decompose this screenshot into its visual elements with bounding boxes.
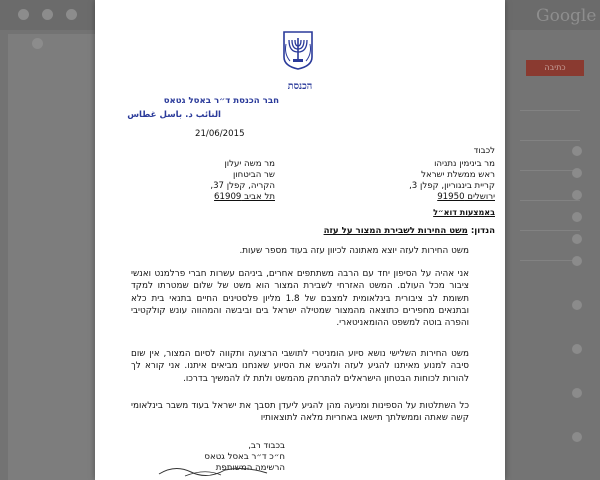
member-title-hebrew: חבר הכנסת ד״ר באסל גטאס [163,96,279,106]
recipient-2-city: תל אביב 61909 [214,192,275,202]
list-divider [520,230,580,231]
apps-icon [18,9,29,20]
gear-icon [32,38,43,49]
list-divider [520,140,580,141]
to-label: לכבוד [473,146,495,156]
paragraph-1: משט החירות לעזה יוצא מאתונה לכיוון עזה בעוד מספר שעות. [239,246,469,256]
avatar [572,344,582,354]
account-icon [42,9,53,20]
list-divider [520,110,580,111]
member-title-arabic: النائب د. باسل غطاس [127,110,221,120]
letter-page [95,0,505,480]
recipient-1-role: ראש ממשלת ישראל [421,170,495,180]
recipient-2-name: מר משה יעלון [224,159,275,169]
list-divider [520,200,580,201]
signer-name: ח״כ ד״ר באסל גטאס [204,452,285,462]
subject-text: משט החירות לשבירת המצור על עזה [323,226,468,236]
recipient-1-name: מר בינימין נתניהו [434,159,495,169]
recipient-1-address: קריית בינגוריון, קפלן 3, [409,181,495,191]
avatar [572,190,582,200]
avatar [572,256,582,266]
delivery-method: באמצעות דוא״ל [433,208,495,217]
settings-icon [66,9,77,20]
avatar [572,388,582,398]
handwritten-signature-icon [155,458,275,480]
avatar [572,234,582,244]
knesset-emblem-icon [281,30,315,70]
list-divider [520,170,580,171]
avatar [572,212,582,222]
recipient-2-address: הקריה, קפלן 37, [210,181,275,191]
avatar [572,146,582,156]
paragraph-4: כל השתלטות על הספינות ומניעה מהן להגיע ליעדן תסבך את ישראל בעוד משבר בינלאומי קשה שאתה וממשלתך תישאו באחריות מלאה לתוצאותיו [131,401,469,424]
avatar [572,168,582,178]
subject-line [324,226,495,236]
letter-date: 21/06/2015 [195,129,245,139]
compose-button[interactable]: כתיבה [526,60,584,76]
recipient-1-city: ירושלים 91950 [437,192,495,202]
paragraph-3: משט החירות השלישי נושא סיוע הומניטרי לתושבי הרצועה ותקווה לסיום המצור, אין שום סיבה למנוע מאיתנו להגיע לעזה ולהגיש את הסיוע שאנחנו מביאים איתנו. אני קורא לך להורות לכוחות הבטחון הישראלים להתרחק מהמשט ולתת לו להמשיך בדרכו. [131,349,469,384]
paragraph-2: אני אהיה על הסיפון יחד עם הרבה משתתפים אחרים, ביניהם עשרות חברי פרלמנט ואנשי ציבור מכל העולם. המשט האזרחי לשבירת המצור הוא משט של שלום שמטרתו למקד תשומת לב ציבורית בינלאומית למצבם של 1.8 מליון פלסטינים החיים בתנאי בית כלא ובתנאים מחפירים כתוצאה מהמצור שמטילה ישראל בים וביבשה והמהווה עונש קולקטיבי והפרה בוטה למשפט ההומאניטארי. [131,269,469,329]
background-right-panel [505,30,600,480]
brand-logo: Google [536,6,597,26]
recipient-2-role: שר הביטחון [232,170,275,180]
org-name: הכנסת [287,81,313,92]
list-divider [520,260,580,261]
avatar [572,432,582,442]
background-left-inner [8,34,95,480]
avatar [572,300,582,310]
signer-party: הרשימה המשותפת [215,463,285,473]
closing-line: בכבוד רב, [248,441,285,451]
subject-label: הנדון: [470,226,495,236]
